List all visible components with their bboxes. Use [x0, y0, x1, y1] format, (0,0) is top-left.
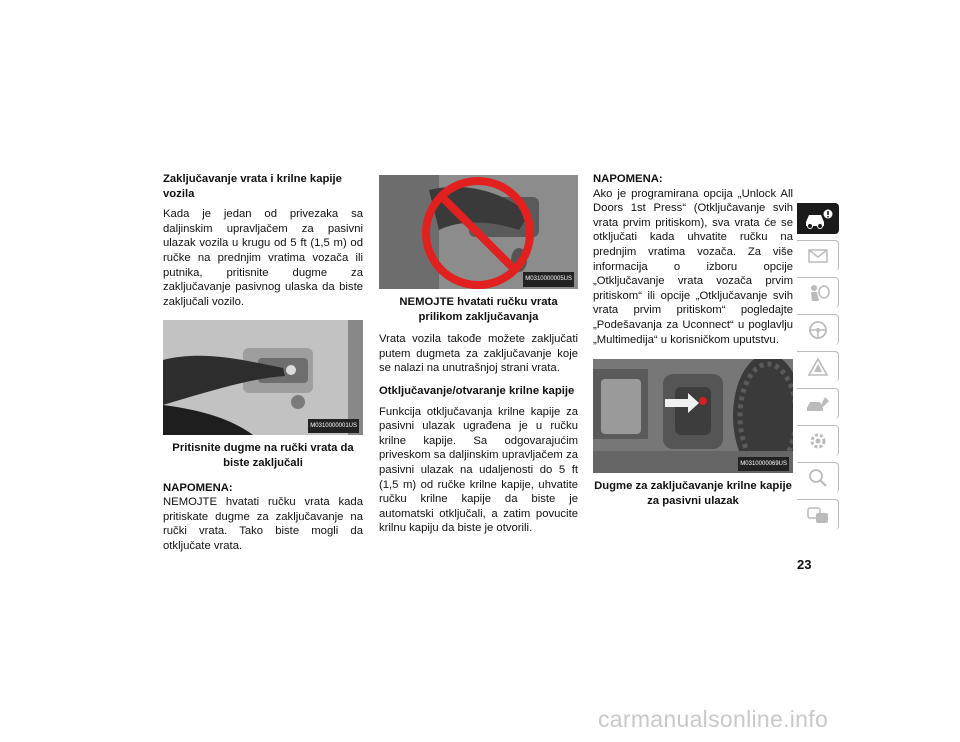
paragraph-liftgate: Funkcija otključavanja krilne kapije za pasivni ulazak ugrađena je u ručku krilne kapije. Sa odgovarajućim priveskom sa daljinskim upravljačem za pasivni ulazak na udaljenosti do 5 ft (1,5 m) od ručke krilne kapije, uhvatite ručku krilne kapije da biste je automatski otključali, a zatim povucite krilnu kapiju da biste je otvorili. — [379, 405, 578, 535]
car-info-icon — [803, 208, 833, 230]
note-label: NAPOMENA: — [163, 481, 233, 494]
page-number: 23 — [797, 557, 812, 572]
tab-car-info[interactable] — [797, 203, 839, 234]
mail-icon — [803, 245, 833, 267]
paragraph-inside-lock: Vrata vozila takođe možete zaključati putem dugmeta za zaključavanje koje se nalazi na unutrašnjoj strani vrata. — [379, 333, 578, 375]
tab-mail[interactable] — [797, 240, 839, 271]
language-icon — [803, 504, 833, 526]
figure-code: M0310000069US — [738, 457, 789, 472]
tab-search[interactable] — [797, 462, 839, 493]
figure-liftgate-button — [593, 359, 793, 473]
hazard-icon — [803, 356, 833, 378]
figure-code: M0310000005US — [523, 272, 574, 287]
tab-wrench-car[interactable] — [797, 388, 839, 419]
note-label: NAPOMENA: — [593, 173, 663, 185]
airbag-icon — [803, 282, 833, 304]
steering-wheel-icon — [803, 319, 833, 341]
figure-caption: Dugme za zaključavanje krilne kapije za pasivni ulazak — [594, 480, 792, 507]
section-heading-lock: Zaključavanje vrata i krilne kapije vozila — [163, 173, 342, 200]
tab-airbag[interactable] — [797, 277, 839, 308]
figure-code: M0310000001US — [308, 419, 359, 434]
section-heading-liftgate: Otključavanje/otvaranje krilne kapije — [379, 384, 575, 397]
figure-caption: NEMOJTE hvatati ručku vrata prilikom zaključavanja — [399, 296, 558, 323]
gear-icon — [803, 430, 833, 452]
watermark: carmanualsonline.info — [598, 706, 829, 732]
tab-gear[interactable] — [797, 425, 839, 456]
note-text: NEMOJTE hvatati ručku vrata kada pritiskate dugme za zaključavanje na ručki vrata. Tako biste mogli da otključate vrata. — [163, 496, 363, 552]
search-icon — [803, 467, 833, 489]
tab-hazard[interactable] — [797, 351, 839, 382]
tab-language[interactable] — [797, 499, 839, 530]
middle-column — [379, 175, 578, 536]
note-text: Ako je programirana opcija „Unlock All Doors 1st Press“ (Otključavanje svih vrata prvim pritiskom), sva vrata će se otključati kada uhvatite ručku na prednjim vratima vozača. Za više informacija o izboru opcije „Otključavanje vrata vozača prvim pritiskom“ ili opcije „Otključavanje svih vrata prvim pritiskom“ pogledajte „Podešavanja za Uconnect“ u poglavlju „Multimedija“ u korisničkom uputstvu. — [593, 187, 793, 346]
right-column — [593, 172, 793, 508]
tab-steering-wheel[interactable] — [797, 314, 839, 345]
figure-no-grab-handle — [379, 175, 578, 289]
chapter-tabs — [797, 203, 841, 536]
left-column — [163, 172, 363, 554]
figure-door-handle-button — [163, 320, 363, 435]
wrench-car-icon — [803, 393, 833, 415]
figure-caption: Pritisnite dugme na ručki vrata da biste zaključali — [172, 442, 354, 469]
paragraph-lock: Kada je jedan od privezaka sa daljinskim upravljačem za pasivni ulazak vozila u krugu od 5 ft (1,5 m) od ručke na prednjim vratima vozača ili putnika, pritisnite dugme za zaključavanje pasivnog ulaska da biste zaključali vozilo. — [163, 208, 363, 308]
